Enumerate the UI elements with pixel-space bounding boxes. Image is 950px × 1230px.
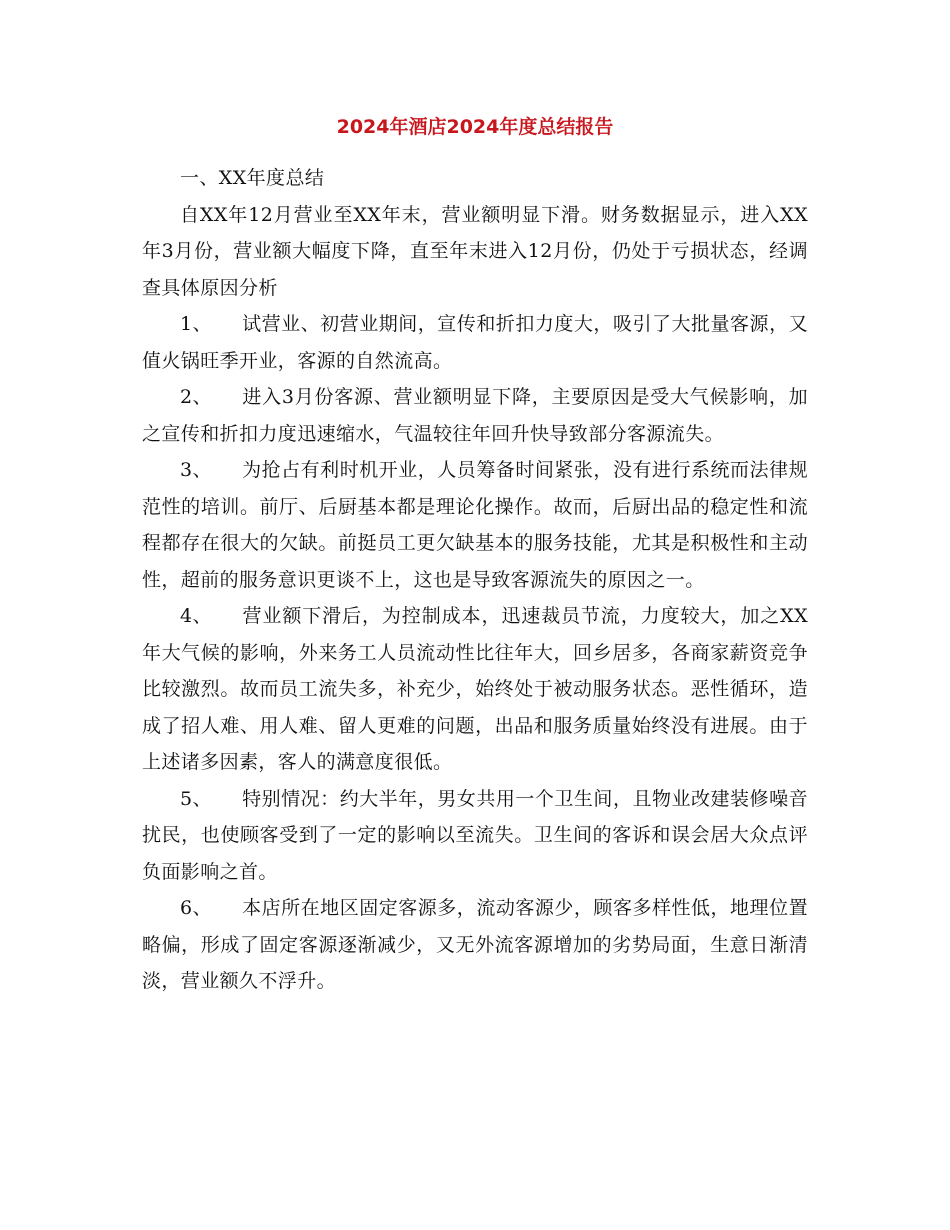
list-item: [142, 306, 808, 379]
list-item-number: 1、: [180, 313, 212, 335]
document-title: 2024年酒店2024年度总结报告: [336, 116, 614, 138]
list-item-number: 2、: [180, 386, 212, 408]
list-item-text: 进入3月份客源、营业额明显下降，主要原因是受大气候影响，加之宣传和折扣力度迅速缩水，气温较往年回升快导致部分客源流失。: [142, 386, 808, 445]
intro-paragraph: 自XX年12月营业至XX年末，营业额明显下滑。财务数据显示，进入XX年3月份，营业额大幅度下降，直至年末进入12月份，仍处于亏损状态，经调查具体原因分析: [142, 203, 808, 299]
document-page: [142, 112, 808, 1000]
list-item-text: 特别情况：约大半年，男女共用一个卫生间，且物业改建装修噪音扰民，也使顾客受到了一定的影响以至流失。卫生间的客诉和误会居大众点评负面影响之首。: [142, 787, 808, 883]
list-item: [142, 598, 808, 781]
list-item-text: 为抢占有利时机开业，人员筹备时间紧张，没有进行系统而法律规范性的培训。前厅、后厨基本都是理论化操作。故而，后厨出品的稳定性和流程都存在很大的欠缺。前挺员工更欠缺基本的服务技能，尤其是积极性和主动性，超前的服务意识更谈不上，这也是导致客源流失的原因之一。: [142, 459, 808, 591]
list-item-number: 5、: [180, 787, 212, 810]
list-item-number: 4、: [180, 605, 212, 627]
list-item-number: 3、: [180, 459, 212, 481]
list-item: [142, 781, 808, 891]
list-item: [142, 379, 808, 452]
list-item-number: 6、: [180, 897, 212, 919]
list-item-text: 本店所在地区固定客源多，流动客源少，顾客多样性低，地理位置略偏，形成了固定客源逐渐减少，又无外流客源增加的劣势局面，生意日渐清淡，营业额久不浮升。: [142, 897, 808, 992]
list-item-text: 营业额下滑后，为控制成本，迅速裁员节流，力度较大，加之XX年大气候的影响，外来务工人员流动性比往年大，回乡居多，各商家薪资竞争比较激烈。故而员工流失多，补充少，始终处于被动服务状态。恶性循环，造成了招人难、用人难、留人更难的问题，出品和服务质量始终没有进展。由于上述诸多因素，客人的满意度很低。: [142, 605, 808, 773]
list-item-text: 试营业、初营业期间，宣传和折扣力度大，吸引了大批量客源，又值火锅旺季开业，客源的自然流高。: [142, 313, 808, 372]
section-heading: 一、XX年度总结: [180, 167, 325, 189]
list-item: [142, 890, 808, 1000]
list-item: [142, 452, 808, 598]
